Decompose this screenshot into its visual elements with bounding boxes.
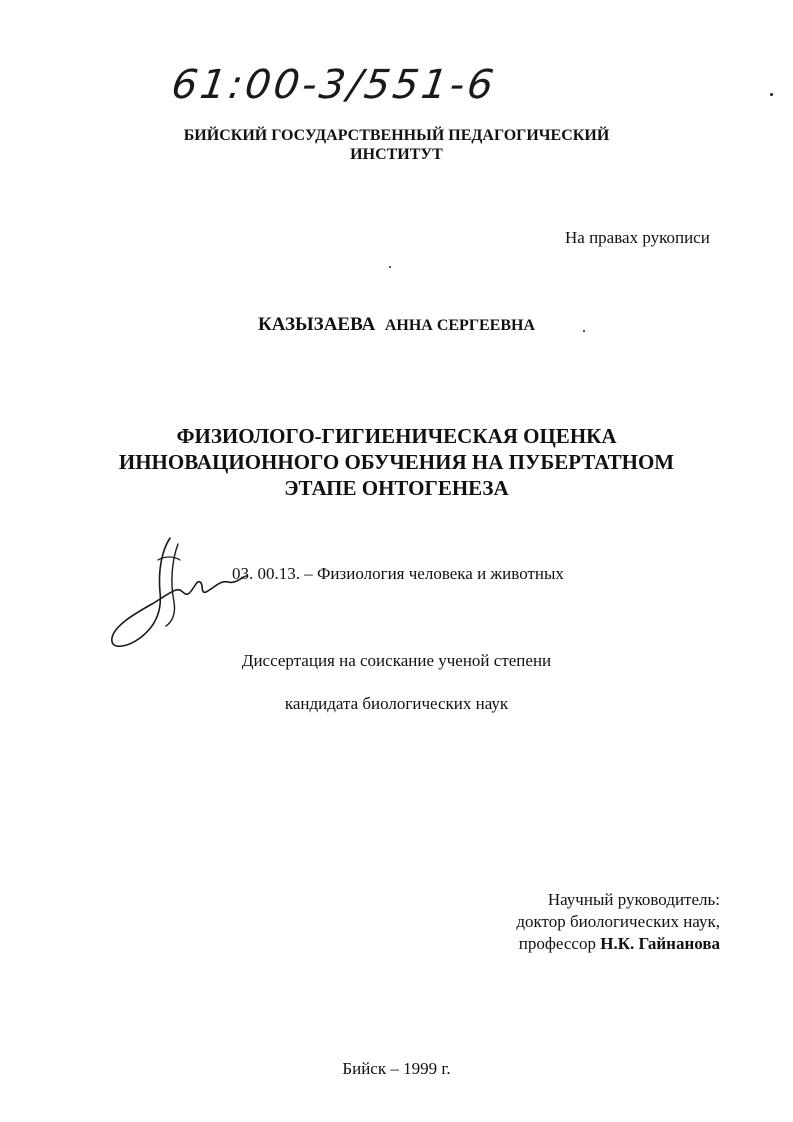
author-surname: КАЗЫЗАЕВА <box>257 314 376 335</box>
scan-speck <box>770 93 773 96</box>
degree-statement-line-2: кандидата биологических наук <box>284 694 509 713</box>
supervisor-name: Н.К. Гайнанова <box>600 934 720 953</box>
manuscript-rights-note: На правах рукописи <box>565 228 710 247</box>
scan-speck <box>389 266 391 268</box>
dissertation-title-line-1: ФИЗИОЛОГО-ГИГИЕНИЧЕСКАЯ ОЦЕНКА <box>176 424 617 448</box>
dissertation-title-line-3: ЭТАПЕ ОНТОГЕНЕЗА <box>284 476 509 500</box>
supervisor-block <box>516 889 720 955</box>
supervisor-degree: доктор биологических наук, <box>516 912 720 931</box>
dissertation-title-line-2: ИННОВАЦИОННОГО ОБУЧЕНИЯ НА ПУБЕРТАТНОМ <box>118 450 675 474</box>
institute-name-line-2: ИНСТИТУТ <box>350 146 443 163</box>
supervisor-title: профессор <box>518 934 596 953</box>
institute-name-line-1: БИЙСКИЙ ГОСУДАРСТВЕННЫЙ ПЕДАГОГИЧЕСКИЙ <box>183 127 610 144</box>
scan-speck <box>583 330 585 332</box>
author-name <box>0 314 793 336</box>
degree-statement-line-1: Диссертация на соискание ученой степени <box>241 651 552 670</box>
signature-icon <box>100 530 250 660</box>
supervisor-title-and-name <box>516 933 720 955</box>
handwritten-archive-number: 61:00-3/551-6 <box>168 62 500 108</box>
supervisor-role: Научный руководитель: <box>547 890 720 909</box>
city-and-year: Бийск – 1999 г. <box>342 1059 451 1078</box>
specialty-code-and-name: 03. 00.13. – Физиология человека и животных <box>232 564 564 583</box>
author-given-names: АННА СЕРГЕЕВНА <box>384 317 536 334</box>
